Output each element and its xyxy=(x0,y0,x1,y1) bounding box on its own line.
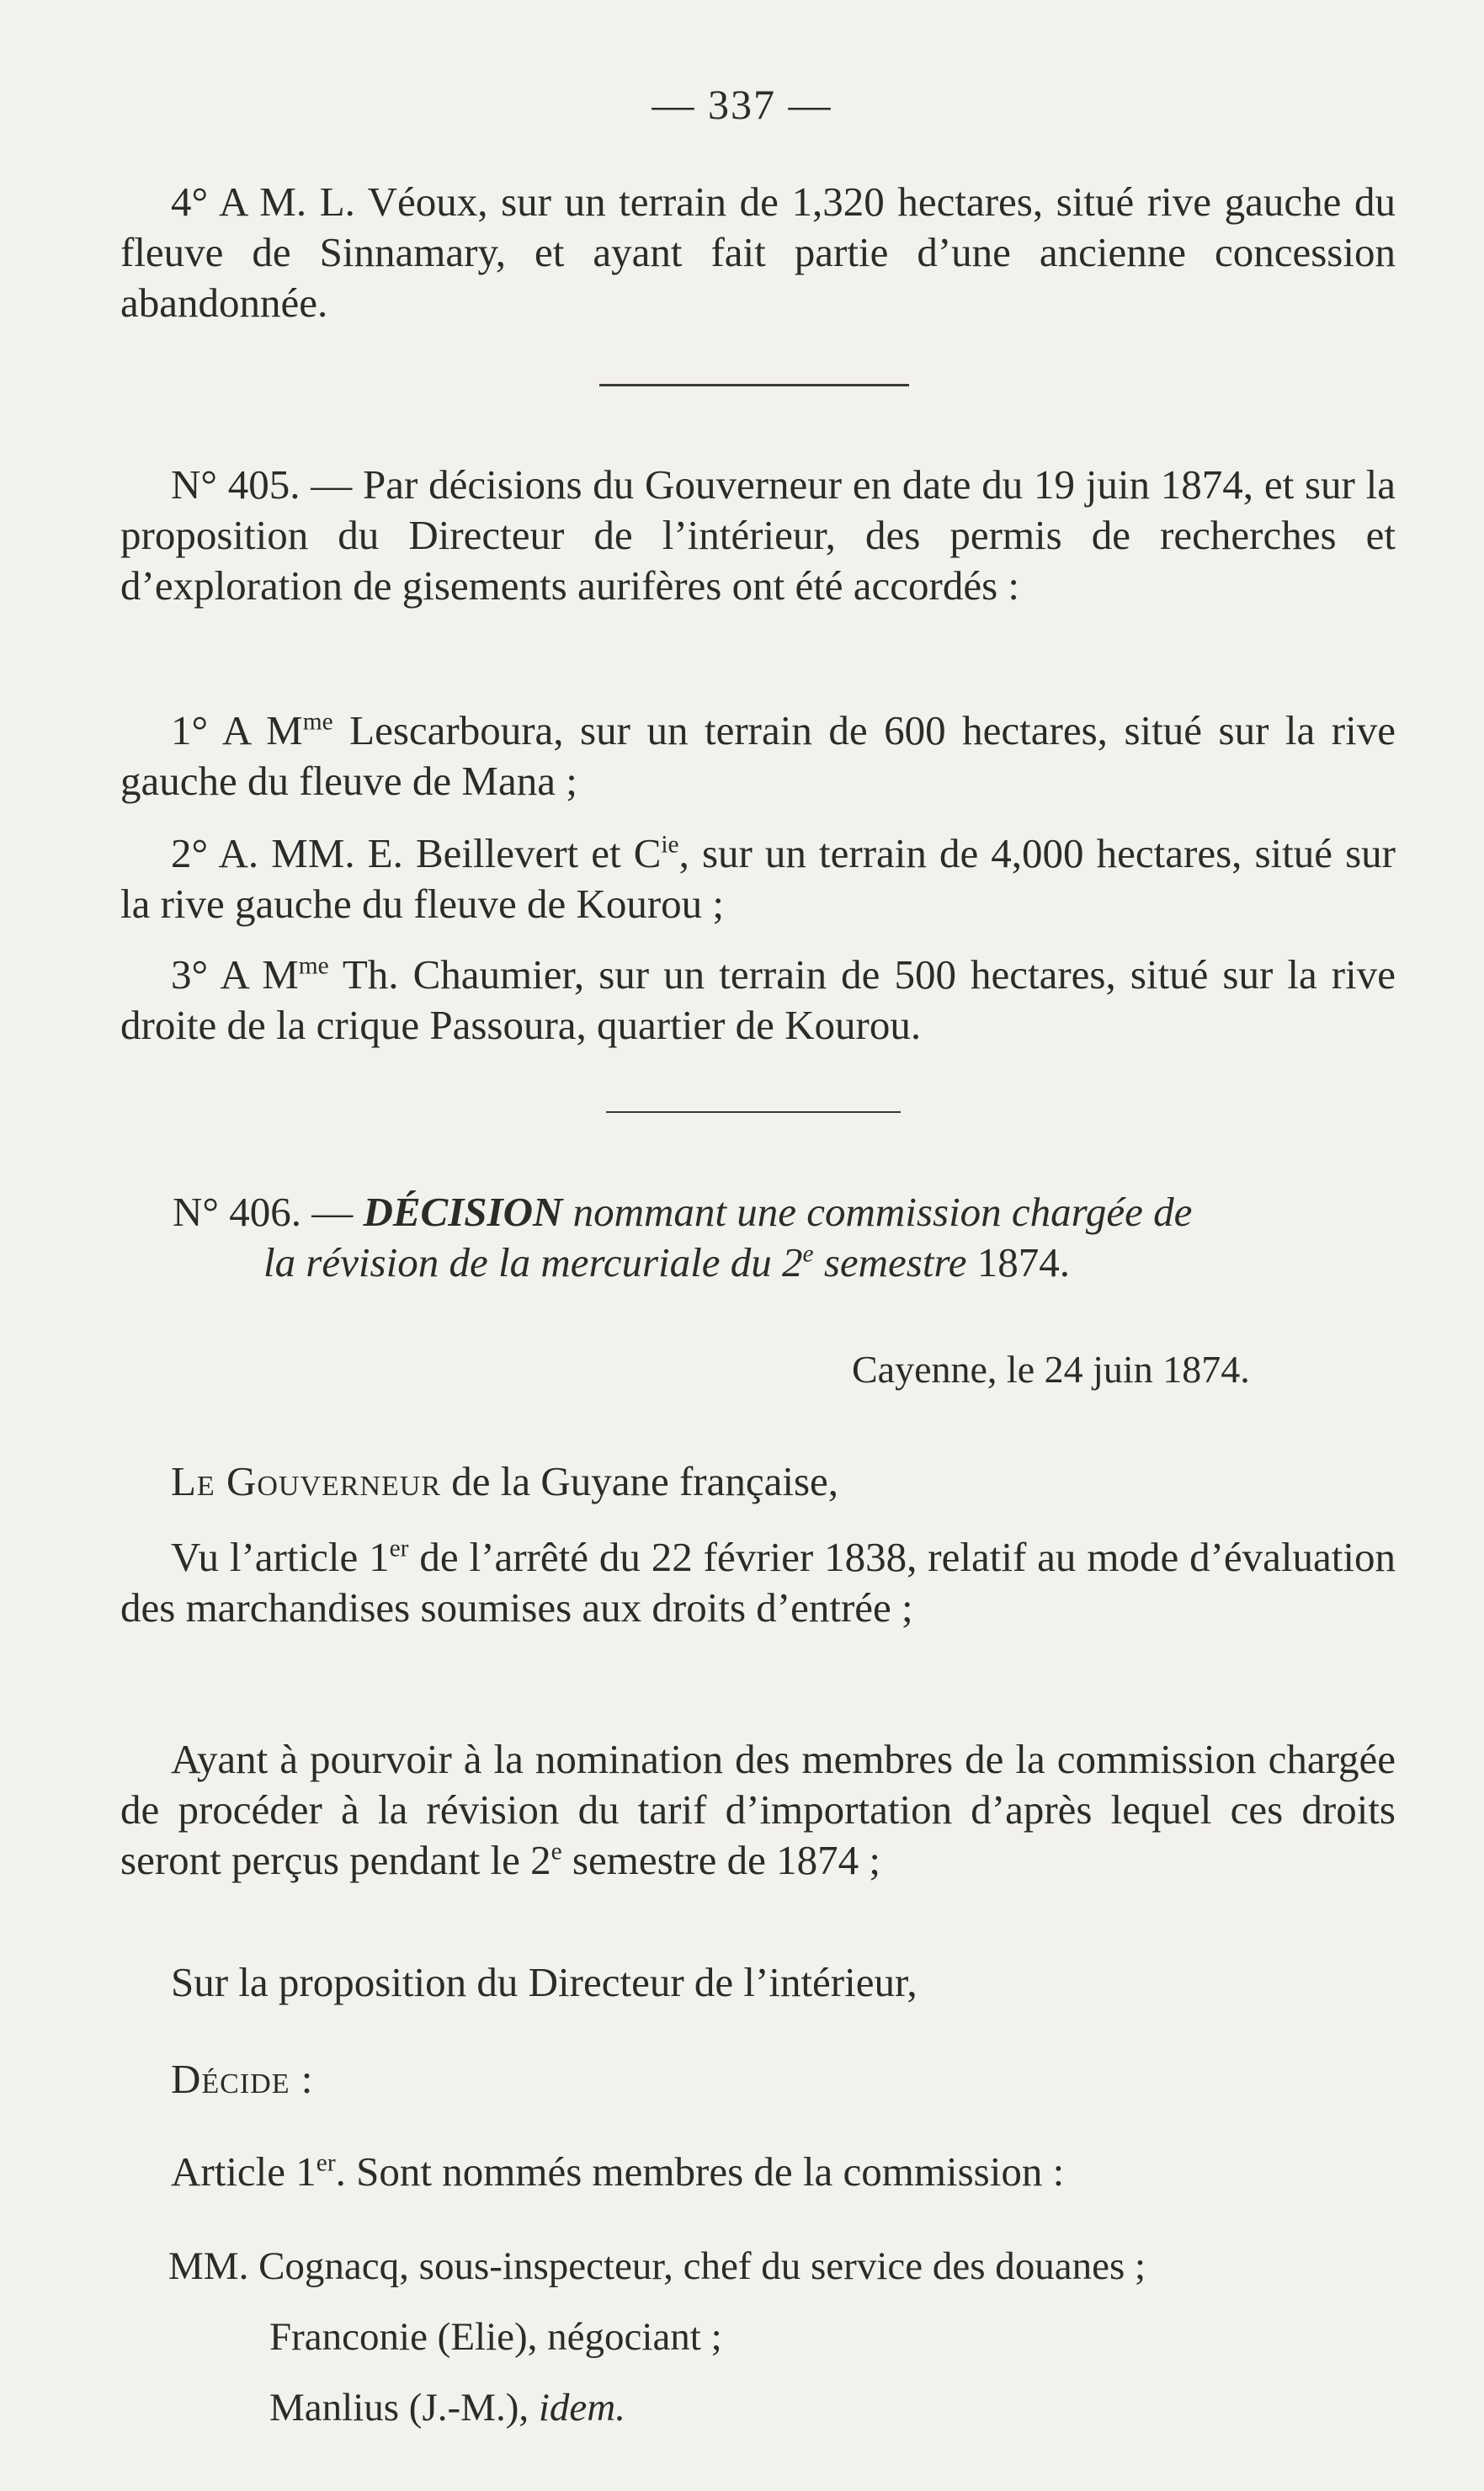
article-1: Article 1er. Sont nommés membres de la commission : xyxy=(171,2148,1065,2195)
ayant-paragraph: Ayant à pourvoir à la nomination des membres de la commission chargée de procéder à la révision du tarif d’importation d’après lequel ces droits seront perçus pendant le 2e semestre de 1874 ; xyxy=(120,1736,1396,1883)
member-3: Manlius (J.-M.), idem. xyxy=(269,2386,625,2430)
vu-paragraph: Vu l’article 1er de l’arrêté du 22 février 1838, relatif au mode d’évaluation des marchandises soumises aux droits d’entrée ; xyxy=(120,1534,1396,1631)
page-number: — 337 — xyxy=(652,81,832,128)
section-divider xyxy=(606,1111,901,1113)
decision-405-item-1: 1° A $M^{me}$ Lescarboura, sur un terrain de 600 hectares, situé sur la rive gauche du fleuve de Mana ; xyxy=(120,707,1396,804)
place-and-date: Cayenne, le 24 juin 1874. xyxy=(852,1348,1250,1391)
governor-line: Le Gouverneur de la Guyane française, xyxy=(171,1458,839,1504)
sur-paragraph: Sur la proposition du Directeur de l’intérieur, xyxy=(171,1959,918,2005)
member-1: MM. Cognacq, sous-inspecteur, chef du service des douanes ; xyxy=(168,2244,1146,2288)
paragraph-veoux: 4° A M. L. Véoux, sur un terrain de 1,320 hectares, situé rive gauche du fleuve de Sinnamary, et ayant fait partie d’une ancienne concession abandonnée. xyxy=(120,178,1396,326)
decision-405-intro: N° 405. — Par décisions du Gouverneur en date du 19 juin 1874, et sur la proposition du Directeur de l’intérieur, des permis de recherches et d’exploration de gisements aurifères ont été accordés : xyxy=(120,461,1396,609)
decision-406-heading: N° 406. — DÉCISION nommant une commission chargée de la révision de la mercuriale du 2e semestre 1874. xyxy=(173,1189,1193,1285)
decision-405-item-3: 3° A $M^{me}$ Th. Chaumier, sur un terrain de 500 hectares, situé sur la rive droite de la crique Passoura, quartier de Kourou. xyxy=(120,951,1396,1048)
section-divider xyxy=(599,384,909,386)
decision-405-item-2: 2° A. MM. E. Beillevert et $C^{ie}$, sur un terrain de 4,000 hectares, situé sur la rive gauche du fleuve de Kourou ; xyxy=(120,830,1396,927)
decide-heading: Décide : xyxy=(171,2056,314,2102)
member-2: Franconie (Elie), négociant ; xyxy=(269,2315,722,2359)
